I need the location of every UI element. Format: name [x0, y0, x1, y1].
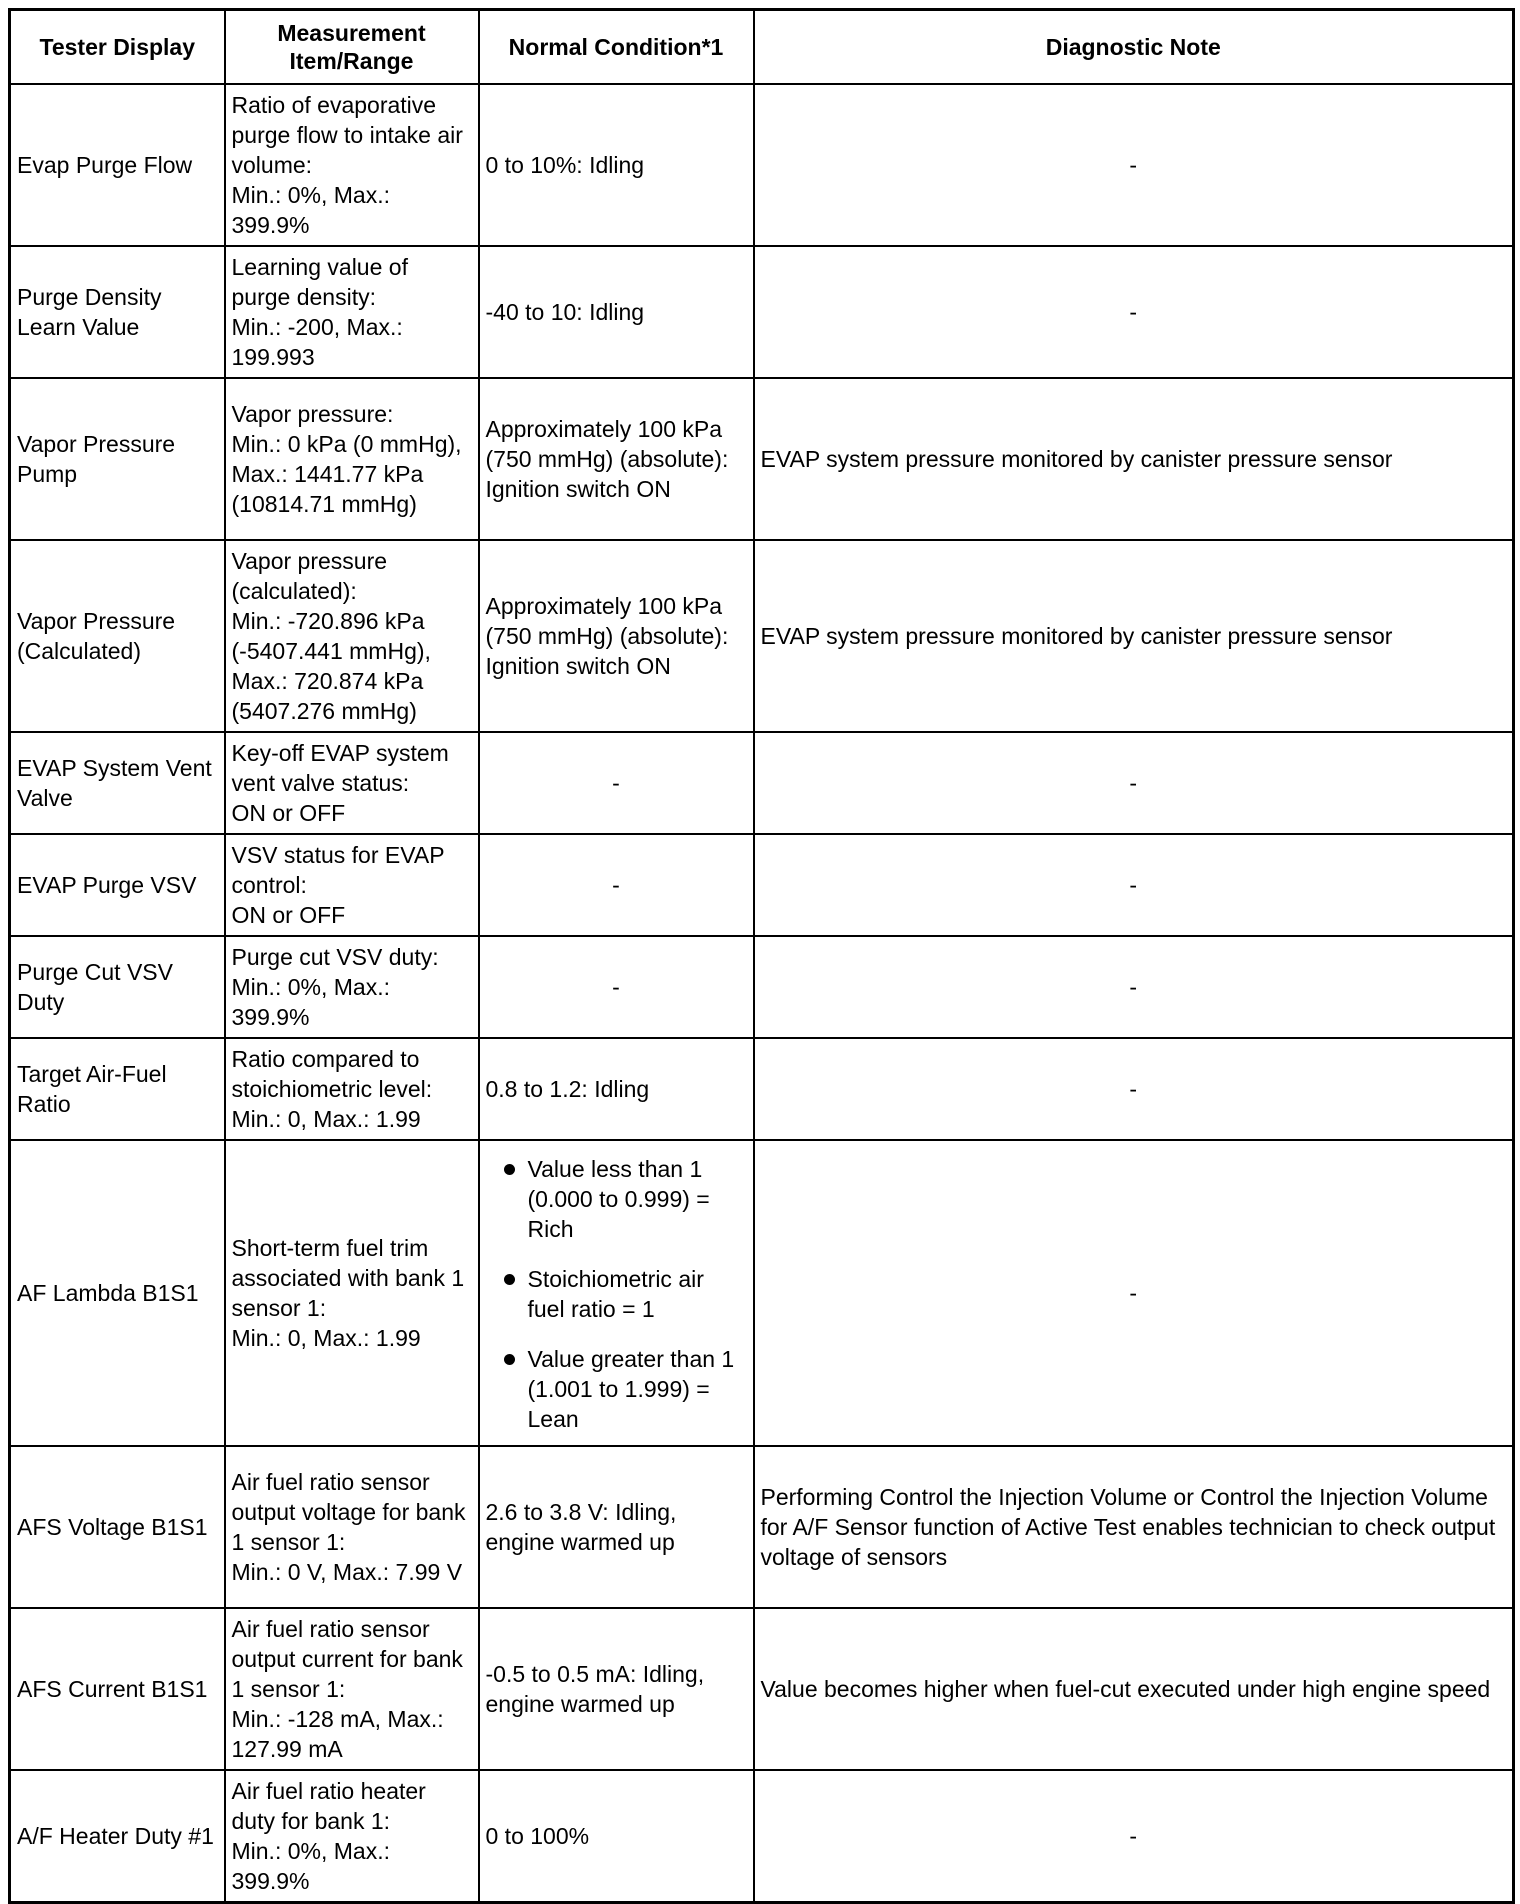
diagnostic-note-cell: Value becomes higher when fuel-cut executed under high engine speed [754, 1608, 1514, 1770]
normal-condition-cell: 2.6 to 3.8 V: Idling, engine warmed up [479, 1446, 754, 1608]
measurement-range-cell [225, 246, 479, 378]
tester-display-cell: A/F Heater Duty #1 [10, 1770, 225, 1902]
range-text: Ratio of evaporative purge flow to intake air volume: [231, 92, 463, 178]
measurement-range-cell [225, 1608, 479, 1770]
measurement-range-cell [225, 378, 479, 540]
list-item [486, 1264, 747, 1324]
header-diagnostic-note: Diagnostic Note [754, 10, 1514, 85]
diagnostic-note-cell: - [754, 246, 1514, 378]
table-row [10, 1446, 1514, 1608]
normal-condition-cell: -0.5 to 0.5 mA: Idling, engine warmed up [479, 1608, 754, 1770]
range-text: Min.: 0%, Max.: 399.9% [231, 182, 390, 238]
diagnostic-note-cell: Performing Control the Injection Volume or Control the Injection Volume for A/F Sensor function of Active Test enables technician to check output voltage of sensors [754, 1446, 1514, 1608]
table-row [10, 1038, 1514, 1140]
measurement-range-cell [225, 1770, 479, 1902]
table-row [10, 834, 1514, 936]
list-item-text: Value less than 1 (0.000 to 0.999) = Rich [527, 1156, 710, 1242]
data-list-table [8, 8, 1515, 1904]
range-text: Air fuel ratio sensor output voltage for bank 1 sensor 1: [231, 1469, 466, 1555]
range-text: Min.: 0 V, Max.: 7.99 V [231, 1559, 463, 1585]
table-row [10, 84, 1514, 246]
tester-display-cell: Vapor Pressure Pump [10, 378, 225, 540]
range-text: Vapor pressure: [231, 401, 394, 427]
diagnostic-note-cell: - [754, 834, 1514, 936]
tester-display-cell: AFS Current B1S1 [10, 1608, 225, 1770]
range-text: Learning value of purge density: [231, 254, 408, 310]
normal-condition-cell: 0 to 10%: Idling [479, 84, 754, 246]
bullet-icon [504, 1274, 515, 1285]
range-text: ON or OFF [231, 902, 346, 928]
range-text: Min.: -200, Max.: 199.993 [231, 314, 403, 370]
diagnostic-note-cell: - [754, 1038, 1514, 1140]
range-text: Max.: 1441.77 kPa (10814.71 mmHg) [231, 461, 424, 517]
measurement-range-cell [225, 1446, 479, 1608]
list-item [486, 1154, 747, 1244]
normal-condition-cell [479, 1140, 754, 1446]
range-text: Min.: 0, Max.: 1.99 [231, 1325, 421, 1351]
measurement-range-cell [225, 84, 479, 246]
range-text: Purge cut VSV duty: [231, 944, 439, 970]
range-text: Min.: 0%, Max.: 399.9% [231, 974, 390, 1030]
tester-display-cell: Target Air-Fuel Ratio [10, 1038, 225, 1140]
diagnostic-note-cell: - [754, 936, 1514, 1038]
normal-condition-list [486, 1154, 747, 1434]
table-row [10, 540, 1514, 732]
bullet-icon [504, 1354, 515, 1365]
table-header-row [10, 10, 1514, 85]
measurement-range-cell [225, 936, 479, 1038]
normal-condition-cell: - [479, 834, 754, 936]
diagnostic-note-cell: - [754, 1770, 1514, 1902]
normal-condition-cell: Approximately 100 kPa (750 mmHg) (absolute): Ignition switch ON [479, 378, 754, 540]
range-text: Max.: 720.874 kPa (5407.276 mmHg) [231, 668, 424, 724]
bullet-icon [504, 1164, 515, 1175]
tester-display-cell: Purge Density Learn Value [10, 246, 225, 378]
range-text: Min.: 0, Max.: 1.99 [231, 1106, 421, 1132]
header-tester-display: Tester Display [10, 10, 225, 85]
measurement-range-cell [225, 1140, 479, 1446]
list-item [486, 1344, 747, 1434]
normal-condition-cell: Approximately 100 kPa (750 mmHg) (absolute): Ignition switch ON [479, 540, 754, 732]
tester-display-cell: EVAP System Vent Valve [10, 732, 225, 834]
range-text: Key-off EVAP system vent valve status: [231, 740, 449, 796]
table-row [10, 732, 1514, 834]
tester-display-cell: AF Lambda B1S1 [10, 1140, 225, 1446]
diagnostic-note-cell: - [754, 732, 1514, 834]
table-row [10, 1140, 1514, 1446]
range-text: Min.: 0 kPa (0 mmHg), [231, 431, 462, 457]
tester-display-cell: AFS Voltage B1S1 [10, 1446, 225, 1608]
list-item-text: Value greater than 1 (1.001 to 1.999) = Lean [527, 1346, 735, 1432]
tester-display-cell: Vapor Pressure (Calculated) [10, 540, 225, 732]
table-row [10, 1608, 1514, 1770]
table-row [10, 246, 1514, 378]
range-text: Short-term fuel trim associated with bank 1 sensor 1: [231, 1235, 465, 1321]
range-text: Ratio compared to stoichiometric level: [231, 1046, 433, 1102]
measurement-range-cell [225, 732, 479, 834]
range-text: Air fuel ratio sensor output current for bank 1 sensor 1: [231, 1616, 463, 1702]
diagnostic-note-cell: - [754, 1140, 1514, 1446]
measurement-range-cell [225, 540, 479, 732]
normal-condition-cell: -40 to 10: Idling [479, 246, 754, 378]
list-item-text: Stoichiometric air fuel ratio = 1 [527, 1266, 704, 1322]
range-text: ON or OFF [231, 800, 346, 826]
header-measurement-item: Measurement Item/Range [225, 10, 479, 85]
table-row [10, 936, 1514, 1038]
measurement-range-cell [225, 1038, 479, 1140]
tester-display-cell: Evap Purge Flow [10, 84, 225, 246]
normal-condition-cell: - [479, 732, 754, 834]
range-text: Air fuel ratio heater duty for bank 1: [231, 1777, 426, 1834]
range-text: Min.: -128 mA, Max.: 127.99 mA [231, 1706, 444, 1762]
header-normal-condition: Normal Condition*1 [479, 10, 754, 85]
table-row [10, 378, 1514, 540]
normal-condition-cell: 0.8 to 1.2: Idling [479, 1038, 754, 1140]
range-text: VSV status for EVAP control: [231, 842, 445, 898]
table-row [10, 1770, 1514, 1902]
diagnostic-note-cell: EVAP system pressure monitored by canister pressure sensor [754, 378, 1514, 540]
tester-display-cell: EVAP Purge VSV [10, 834, 225, 936]
range-text: Vapor pressure (calculated): [231, 548, 388, 604]
diagnostic-note-cell: EVAP system pressure monitored by canister pressure sensor [754, 540, 1514, 732]
range-text: Min.: 0%, Max.: 399.9% [231, 1837, 390, 1894]
tester-display-cell: Purge Cut VSV Duty [10, 936, 225, 1038]
normal-condition-cell: 0 to 100% [479, 1770, 754, 1902]
measurement-range-cell [225, 834, 479, 936]
range-text: Min.: -720.896 kPa (-5407.441 mmHg), [231, 608, 431, 664]
diagnostic-note-cell: - [754, 84, 1514, 246]
normal-condition-cell: - [479, 936, 754, 1038]
